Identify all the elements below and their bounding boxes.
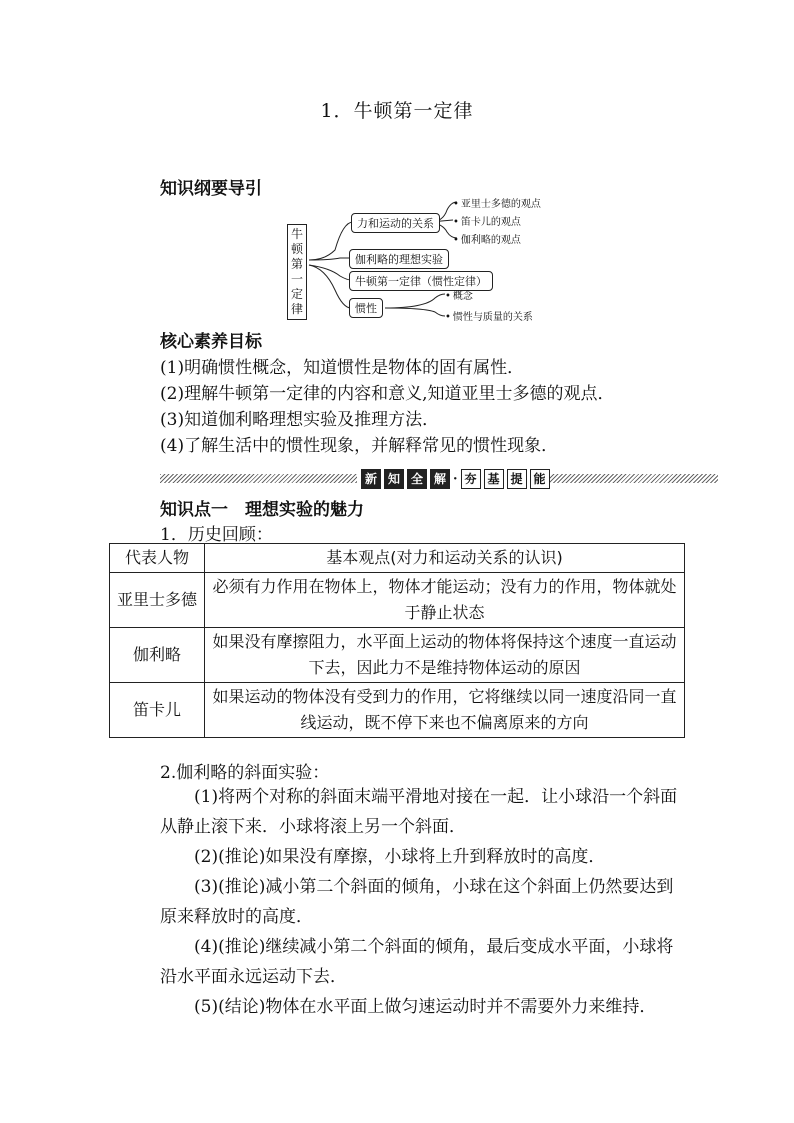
mindmap-branch: 伽利略的理想实验 (349, 249, 449, 269)
goal-item: (4)了解生活中的惯性现象，并解释常见的惯性现象． (160, 436, 559, 456)
step-item: (2)(推论)如果没有摩擦，小球将上升到释放时的高度． (194, 847, 606, 867)
goal-item: (1)明确惯性概念，知道惯性是物体的固有属性． (160, 358, 525, 378)
banner-chip: 知 (384, 469, 404, 489)
goals-heading: 核心素养目标 (160, 332, 262, 352)
table-header-cell: 代表人物 (110, 544, 205, 573)
table-cell-name: 伽利略 (110, 628, 205, 683)
table-cell-name: 亚里士多德 (110, 573, 205, 628)
history-table (109, 543, 685, 738)
table-cell-view: 如果运动的物体没有受到力的作用，它将继续以同一速度沿同一直线运动，既不停下来也不偏离原来的方向 (205, 683, 685, 738)
banner-separator: · (453, 471, 458, 487)
banner-chip: 解 (430, 469, 450, 489)
section-heading: 知识点一 理想实验的魅力 (160, 500, 364, 520)
subheading-incline: 2.伽利略的斜面实验： (160, 763, 330, 783)
outline-mindmap (285, 190, 555, 323)
step-item: (1)将两个对称的斜面末端平滑地对接在一起．让小球沿一个斜面从静止滚下来．小球将滚上另一个斜面． (160, 787, 678, 837)
table-cell-view: 如果没有摩擦阻力，水平面上运动的物体将保持这个速度一直运动下去，因此力不是维持物体运动的原因 (205, 628, 685, 683)
mindmap-leaf: • 亚里士多德的观点 (453, 195, 541, 210)
banner-divider-left (160, 474, 357, 483)
banner-chip: 能 (530, 469, 550, 489)
table-header-row (110, 544, 685, 573)
mindmap-branch: 牛顿第一定律（惯性定律） (349, 271, 493, 291)
table-cell-view: 必须有力作用在物体上，物体才能运动；没有力的作用，物体就处于静止状态 (205, 573, 685, 628)
section-banner (361, 469, 550, 489)
mindmap-branch: 力和运动的关系 (351, 213, 440, 233)
step-item: (3)(推论)减小第二个斜面的倾角，小球在这个斜面上仍然要达到原来释放时的高度． (160, 877, 674, 927)
subheading-history: 1．历史回顾： (160, 525, 273, 545)
mindmap-branch: 惯性 (349, 298, 383, 318)
goal-item: (2)理解牛顿第一定律的内容和意义,知道亚里士多德的观点． (160, 384, 615, 404)
banner-chip: 提 (507, 469, 527, 489)
page-title: 1．牛顿第一定律 (320, 100, 474, 122)
table-header-cell: 基本观点(对力和运动关系的认识) (205, 544, 685, 573)
banner-chip: 基 (484, 469, 504, 489)
mindmap-leaf: • 惯性与质量的关系 (445, 308, 533, 323)
mindmap-leaf: • 概念 (445, 287, 473, 302)
steps-block (160, 782, 680, 1022)
banner-chip: 新 (361, 469, 381, 489)
banner-chip: 全 (407, 469, 427, 489)
table-row (110, 628, 685, 683)
banner-divider-right (532, 474, 718, 483)
mindmap-leaf: • 笛卡儿的观点 (453, 213, 521, 228)
mindmap-leaf: • 伽利略的观点 (453, 231, 521, 246)
step-item: (5)(结论)物体在水平面上做匀速运动时并不需要外力来维持． (194, 997, 657, 1017)
table-cell-name: 笛卡儿 (110, 683, 205, 738)
banner-chip: 夯 (461, 469, 481, 489)
table-row (110, 683, 685, 738)
mindmap-root: 牛 顿 第 一 定 律 (287, 224, 307, 320)
step-item: (4)(推论)继续减小第二个斜面的倾角，最后变成水平面，小球将沿水平面永远运动下去． (160, 937, 674, 987)
goal-item: (3)知道伽利略理想实验及推理方法． (160, 410, 440, 430)
table-row (110, 573, 685, 628)
outline-heading: 知识纲要导引 (160, 179, 262, 199)
